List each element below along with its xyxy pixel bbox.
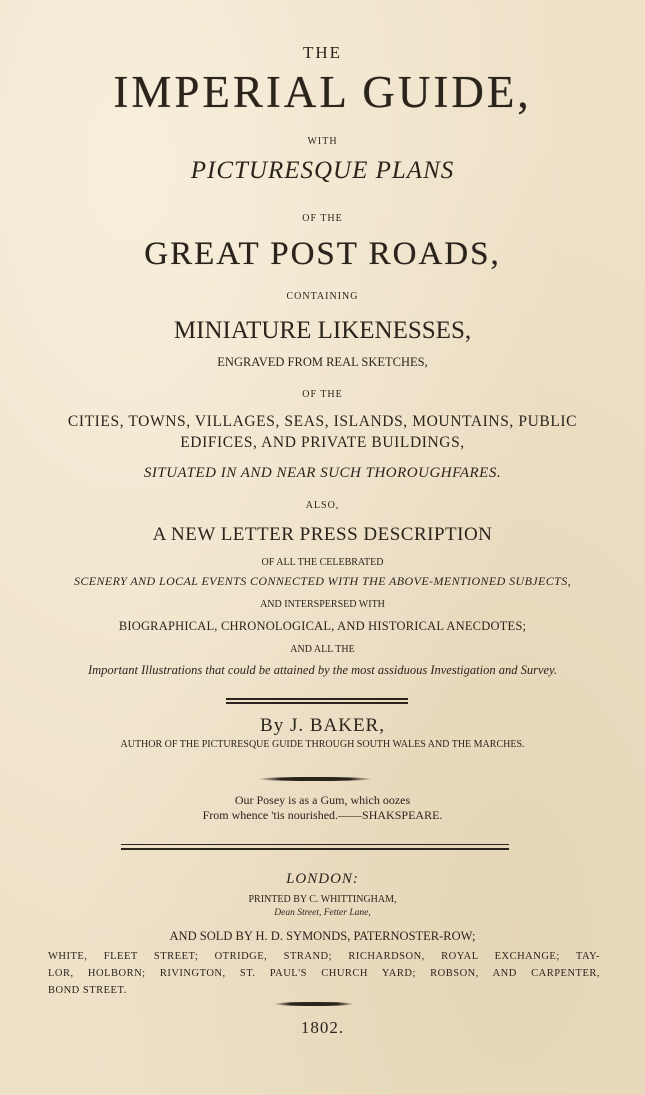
sold-by-line: AND SOLD BY H. D. SYMONDS, PATERNOSTER-ROW; [169,929,476,943]
new-letter-press-line: A NEW LETTER PRESS DESCRIPTION [152,524,493,545]
booksellers-line-3: BOND STREET. [48,985,127,996]
double-rule-bottom [226,702,408,704]
subtitle-great-post-roads: GREAT POST ROADS, [144,236,501,272]
double-rule-top [226,698,408,700]
epigraph-line-1: Our Posey is as a Gum, which oozes [234,793,411,807]
anecdotes-line: BIOGRAPHICAL, CHRONOLOGICAL, AND HISTORICAL ANECDOTES; [118,619,527,633]
also-label: ALSO, [305,500,340,511]
containing-label: CONTAINING [286,291,359,302]
interspersed-line: AND INTERSPERSED WITH [260,599,385,610]
author-credit: AUTHOR OF THE PICTURESQUE GUIDE THROUGH SOUTH WALES AND THE MARCHES. [120,739,525,750]
booksellers-list [48,948,600,999]
author-byline: By J. BAKER, [260,715,385,736]
book-title: IMPERIAL GUIDE, [113,67,532,117]
imprint-place: LONDON: [286,871,359,887]
publication-year: 1802. [300,1018,345,1037]
of-the-label: OF THE [302,213,343,224]
subtitle-picturesque-plans: PICTURESQUE PLANS [190,157,455,184]
printer-line: PRINTED BY C. WHITTINGHAM, [248,894,397,905]
with-label: WITH [307,136,338,147]
of-all-celebrated-line: OF ALL THE CELEBRATED [261,557,384,568]
booksellers-line-1: WHITE, FLEET STREET; OTRIDGE, STRAND; RICHARDSON, ROYAL EXCHANGE; TAY- [48,951,600,962]
swell-rule-1 [258,777,372,781]
title-the: THE [302,43,343,62]
of-the-label-2: OF THE [302,389,343,400]
long-rule-bottom [121,848,509,850]
and-all-line: AND ALL THE [290,644,355,655]
printer-address: Dean Street, Fetter Lane, [274,908,371,918]
cities-line-1: CITIES, TOWNS, VILLAGES, SEAS, ISLANDS, MOUNTAINS, PUBLIC [67,413,578,430]
booksellers-line-2: LOR, HOLBORN; RIVINGTON, ST. PAUL'S CHURCH YARD; ROBSON, AND CARPENTER, [48,968,600,979]
engraved-line: ENGRAVED FROM REAL SKETCHES, [217,355,428,369]
scenery-line: SCENERY AND LOCAL EVENTS CONNECTED WITH THE ABOVE-MENTIONED SUBJECTS, [73,574,572,588]
epigraph-line-2: From whence 'tis nourished.——SHAKSPEARE. [202,808,443,822]
subtitle-miniature-likenesses: MINIATURE LIKENESSES, [173,317,472,344]
cities-line-2: EDIFICES, AND PRIVATE BUILDINGS, [180,434,465,451]
important-illustrations-line: Important Illustrations that could be attained by the most assiduous Investigation and Survey. [87,663,558,677]
situated-line: SITUATED IN AND NEAR SUCH THOROUGHFARES. [143,465,502,481]
swell-rule-2 [274,1002,354,1006]
long-rule-top [121,844,509,845]
